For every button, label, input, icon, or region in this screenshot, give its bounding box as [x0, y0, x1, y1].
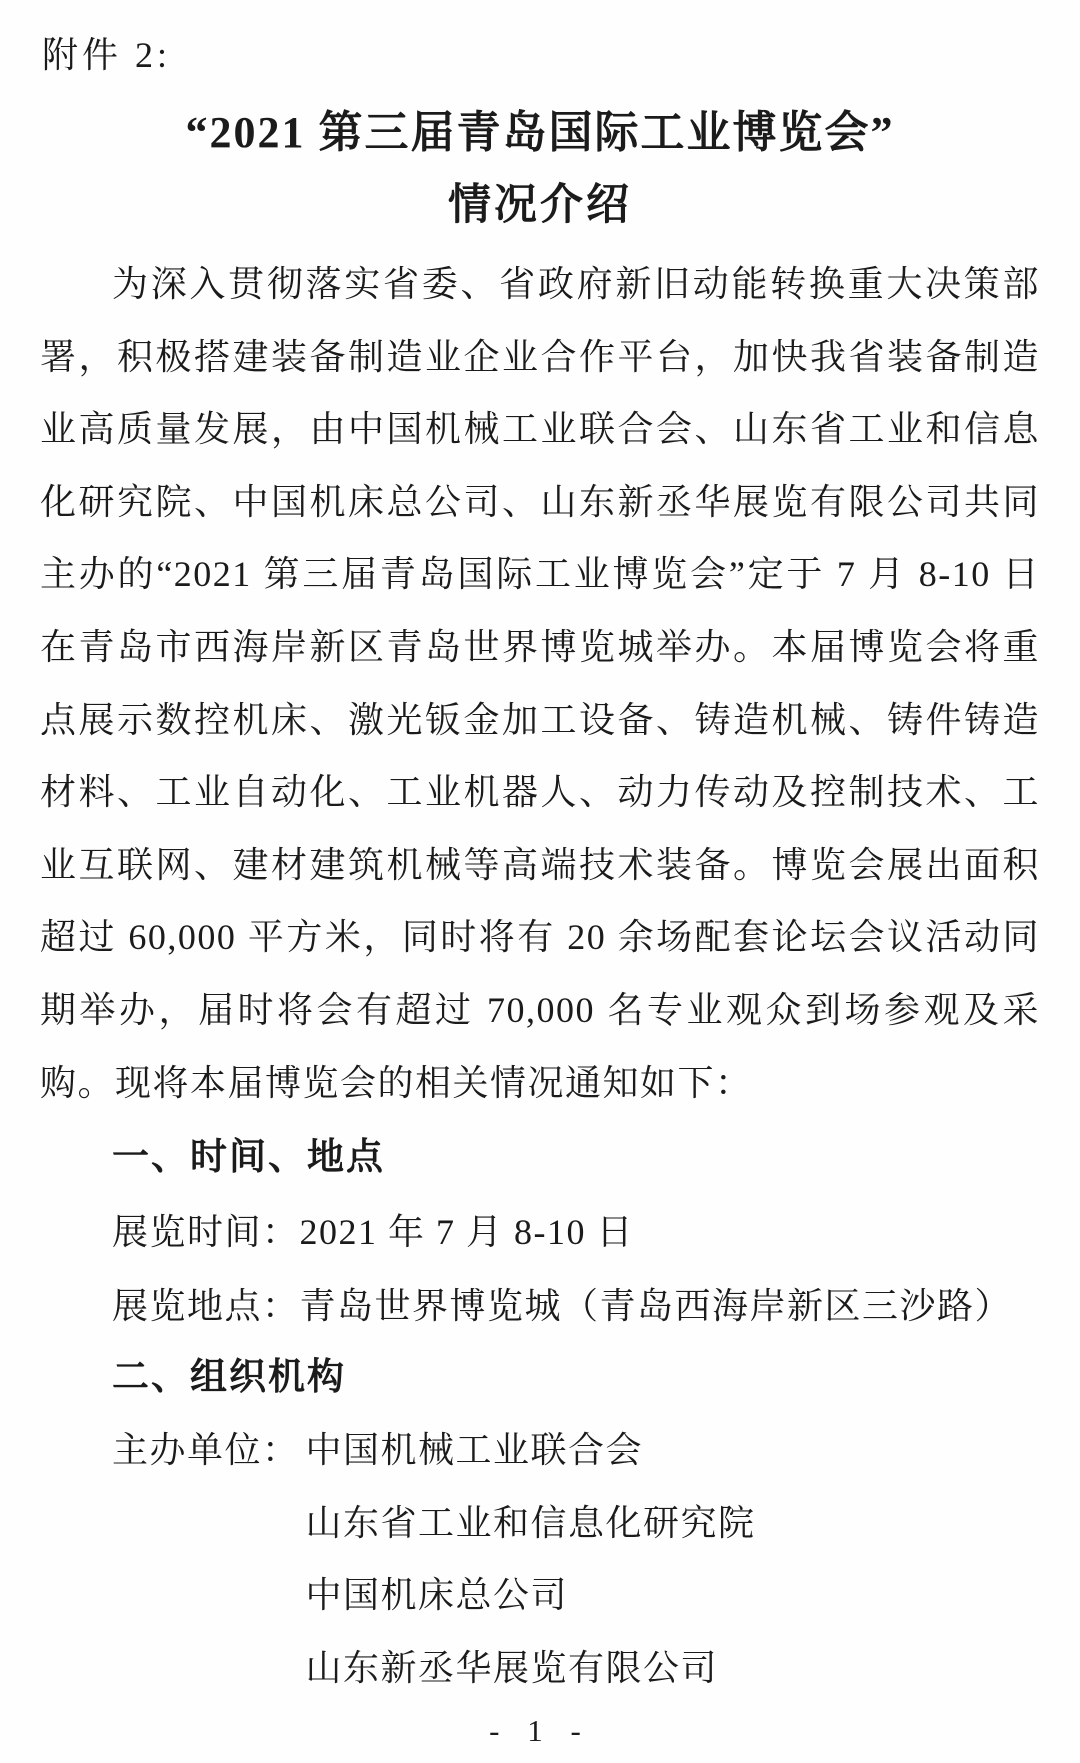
organizer-block	[112, 1414, 756, 1704]
document-subtitle: 情况介绍	[448, 182, 632, 229]
attachment-label: 附件 2:	[42, 35, 172, 75]
document-title: “2021 第三届青岛国际工业博览会”	[185, 108, 895, 157]
exhibition-place-line: 展览地点：青岛世界博览城（青岛西海岸新区三沙路）	[112, 1286, 1013, 1326]
organizer-item: 中国机床总公司	[305, 1575, 569, 1616]
organizer-item: 山东新丞华展览有限公司	[305, 1647, 719, 1688]
organizer-label: 主办单位：	[112, 1430, 300, 1470]
intro-paragraph: 为深入贯彻落实省委、省政府新旧动能转换重大决策部署，积极搭建装备制造业企业合作平台，加快我省装备制造业高质量发展，由中国机械工业联合会、山东省工业和信息化研究院、中国机床总公司、山东新丞华展览有限公司共同主办的“2021 第三届青岛国际工业博览会”定于 7 月 8-10 日在青岛市西海岸新区青岛世界博览城举办。本届博览会将重点展示数控机床、激光钣金加工设备、铸造机械、铸件铸造材料、工业自动化、工业机器人、动力传动及控制技术、工业互联网、建材建筑机械等高端技术装备。博览会展出面积超过 60,000 平方米，同时将有 20 余场配套论坛会议活动同期举办，届时将会有超过 70,000 名专业观众到场参观及采购。现将本届博览会的相关情况通知如下：	[40, 264, 1040, 1103]
section-2-heading: 二、组织机构	[112, 1357, 346, 1398]
page-number: - 1 -	[489, 1713, 591, 1748]
section-1-heading: 一、时间、地点	[112, 1137, 385, 1178]
organizer-list	[306, 1414, 756, 1704]
organizer-item: 中国机械工业联合会	[305, 1430, 644, 1470]
organizer-item: 山东省工业和信息化研究院	[305, 1502, 756, 1543]
exhibition-time-line: 展览时间：2021 年 7 月 8-10 日	[112, 1212, 634, 1252]
